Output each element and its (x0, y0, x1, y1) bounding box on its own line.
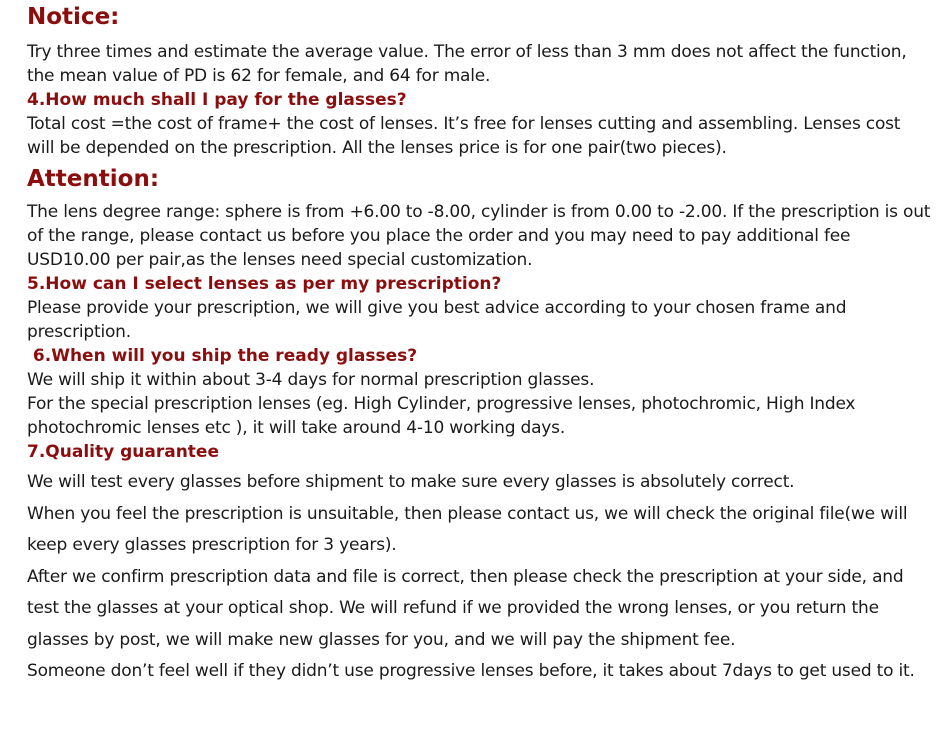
section-7-text-2: When you feel the prescription is unsuitable, then please contact us, we will check the original file(we will keep every glasses prescription for 3 years). (27, 503, 908, 555)
section-4-text: Total cost =the cost of frame+ the cost of lenses. It’s free for lenses cutting and assembling. Lenses cost will be depended on the prescription. All the lenses price is for one pair(two pieces). (27, 114, 901, 158)
section-7-heading: 7.Quality guarantee (27, 442, 219, 462)
section-5-text: Please provide your prescription, we will give you best advice according to your chosen frame and prescription. (27, 298, 847, 342)
section-7-text-4: Someone don’t feel well if they didn’t use progressive lenses before, it takes about 7days to get used to it. (27, 661, 915, 681)
attention-heading: Attention: (27, 166, 160, 192)
section-4-heading: 4.How much shall I pay for the glasses? (27, 90, 407, 110)
section-6-heading: 6.When will you ship the ready glasses? (27, 346, 418, 366)
section-6-text-1: We will ship it within about 3-4 days for normal prescription glasses. (27, 370, 595, 390)
section-6-text-2: For the special prescription lenses (eg. High Cylinder, progressive lenses, photochromic, High Index photochromic lenses etc ), it will take around 4-10 working days. (27, 394, 856, 438)
notice-text: Try three times and estimate the average value. The error of less than 3 mm does not affect the function, the mean value of PD is 62 for female, and 64 for male. (27, 42, 907, 86)
section-7-text-1: We will test every glasses before shipment to make sure every glasses is absolutely correct. (27, 472, 795, 492)
attention-text: The lens degree range: sphere is from +6.00 to -8.00, cylinder is from 0.00 to -2.00. If the prescription is out of the range, please contact us before you place the order and you may need to pay additional fee USD10.00 per pair,as the lenses need special customization. (27, 202, 931, 270)
section-7-text-3: After we confirm prescription data and file is correct, then please check the prescription at your side, and test the glasses at your optical shop. We will refund if we provided the wrong lenses, or you return the glasses by post, we will make new glasses for you, and we will pay the shipment fee. (27, 566, 904, 650)
section-5-heading: 5.How can I select lenses as per my prescription? (27, 274, 502, 294)
policy-document (27, 0, 932, 688)
notice-heading: Notice: (27, 4, 120, 30)
